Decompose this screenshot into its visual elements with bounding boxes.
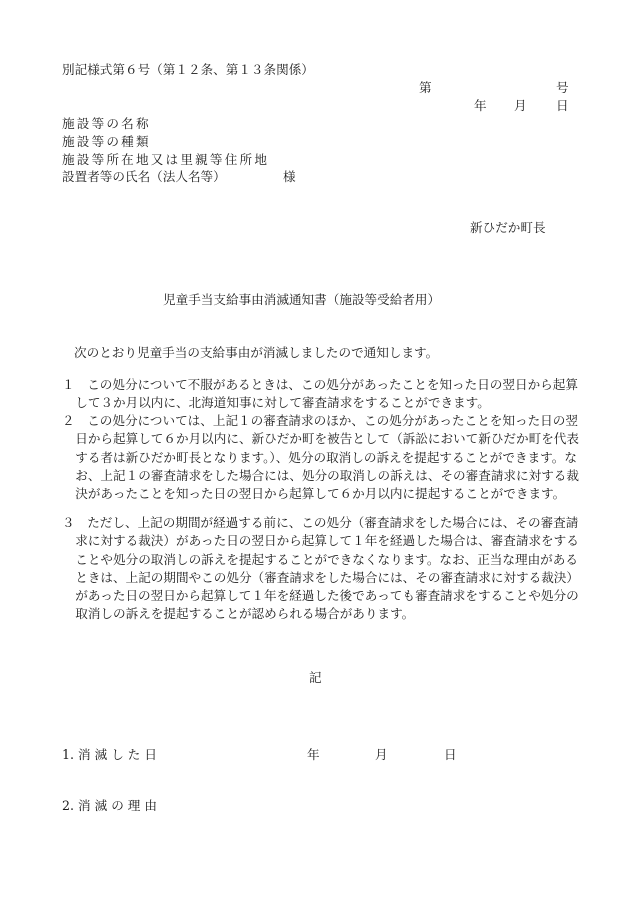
- date-day-label: 日: [556, 98, 569, 113]
- document-number-suffix: 号: [556, 80, 569, 95]
- note-item-1: １ この処分について不服があるときは、この処分があったことを知った日の翌日から起算して３か月以内に、北海道知事に対して審査請求をすることができます。: [62, 377, 578, 411]
- document-number-prefix: 第: [419, 80, 432, 95]
- extinction-date-label: 1. 消 滅 し た 日: [62, 747, 158, 762]
- facility-address-label: 施設等所在地又は里親等住所地: [62, 152, 270, 167]
- form-number: 別記様式第６号（第１２条、第１３条関係）: [62, 62, 314, 77]
- honorific: 様: [283, 169, 296, 184]
- document-title: 児童手当支給事由消滅通知書（施設等受給者用）: [163, 292, 441, 307]
- note-item-3: ３ ただし、上記の期間が経過する前に、この処分（審査請求をした場合には、その審査請求に対する裁決）があった日の翌日から起算して１年を経過した場合は、審査請求をすることや処分の取消しの訴えを提起することができなくなります。なお、正当な理由があるときは、上記の期間やこの処分（審査請求をした場合には、その審査請求に対する裁決）があった日の翌日から起算して１年を経過した後であっても審査請求をすることや処分の取消しの訴えを提起することが認められる場合があります。: [62, 515, 579, 622]
- extinction-date-year: 年: [307, 747, 320, 762]
- ki-mark: 記: [309, 670, 322, 685]
- installer-name-label: 設置者等の氏名（法人名等）: [62, 169, 226, 184]
- facility-type-label: 施設等の種類: [62, 134, 151, 149]
- date-year-label: 年: [474, 98, 487, 113]
- date-month-label: 月: [514, 98, 527, 113]
- note-item-2: ２ この処分については、上記１の審査請求のほか、この処分があったことを知った日の翌日から起算して６か月以内に、新ひだか町を被告として（訴訟において新ひだか町を代表する者は新ひだか町長となります。）、処分の取消しの訴えを提起することができます。なお、上記１の審査請求をした場合には、処分の取消しの訴えは、その審査請求に対する裁決があったことを知った日の翌日から起算して６か月以内に提起することができます。: [62, 413, 579, 502]
- extinction-reason-label: 2. 消 滅 の 理 由: [62, 798, 158, 813]
- extinction-date-day: 日: [444, 747, 457, 762]
- intro-sentence: 次のとおり児童手当の支給事由が消滅しましたので通知します。: [74, 345, 439, 360]
- facility-name-label: 施設等の名称: [62, 116, 151, 131]
- mayor-signature: 新ひだか町長: [470, 220, 546, 235]
- extinction-date-month: 月: [375, 747, 388, 762]
